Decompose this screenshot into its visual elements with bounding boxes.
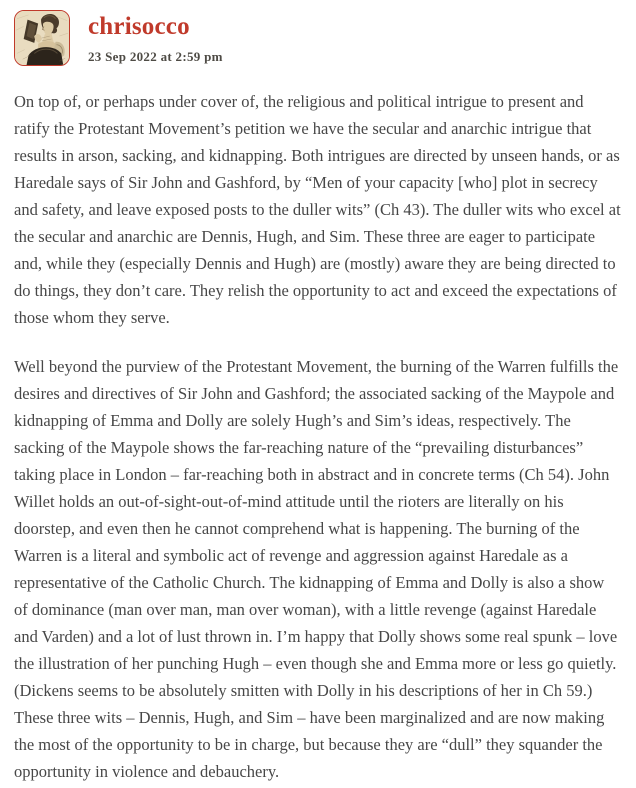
comment-timestamp: 23 Sep 2022 at 2:59 pm [88,48,223,64]
vintage-portrait-image [15,11,69,65]
comment-header [14,10,622,66]
comment-meta [88,10,223,65]
author-name-link[interactable]: chrisocco [88,13,190,40]
comment-paragraph-1: On top of, or perhaps under cover of, the religious and political intrigue to present and ratify the Protestant Movement’s petition we have the secular and anarchic intrigue that results in arson, sacking, and kidnapping. Both intrigues are directed by unseen hands, or as Haredale says of Sir John and Gashford, by “Men of your capacity [who] plot in secrecy and safety, and leave exposed posts to the duller wits” (Ch 43). The duller wits who excel at the secular and anarchic are Dennis, Hugh, and Sim. These three are eager to participate and, while they (especially Dennis and Hugh) are (mostly) aware they are being directed to do things, they don’t care. They relish the opportunity to act and exceed the expectations of those whom they serve. [14,92,621,327]
comment-paragraph-2: Well beyond the purview of the Protestant Movement, the burning of the Warren fulfills the desires and directives of Sir John and Gashford; the associated sacking of the Maypole and kidnapping of Emma and Dolly are solely Hugh’s and Sim’s ideas, respectively. The sacking of the Maypole shows the far-reaching nature of the “prevailing disturbances” taking place in London – far-reaching both in abstract and in concrete terms (Ch 54). John Willet holds an out-of-sight-out-of-mind attitude until the rioters are literally on his doorstep, and even then he cannot comprehend what is happening. The burning of the Warren is a literal and symbolic act of revenge and aggression against Haredale as a representative of the Catholic Church. The kidnapping of Emma and Dolly is also a show of dominance (man over man, man over woman), with a little revenge (against Haredale and Varden) and a lot of lust thrown in. I’m happy that Dolly shows some real spunk – love the illustration of her punching Hugh – even though she and Emma more or less go quietly. (Dickens seems to be absolutely smitten with Dolly in his descriptions of her in Ch 59.) These three wits – Dennis, Hugh, and Sim – have been marginalized and are now making the most of the opportunity to be in charge, but because they are “dull” they squander the opportunity in violence and debauchery. [14,357,619,781]
avatar[interactable] [14,10,70,66]
comment-body [14,88,622,785]
